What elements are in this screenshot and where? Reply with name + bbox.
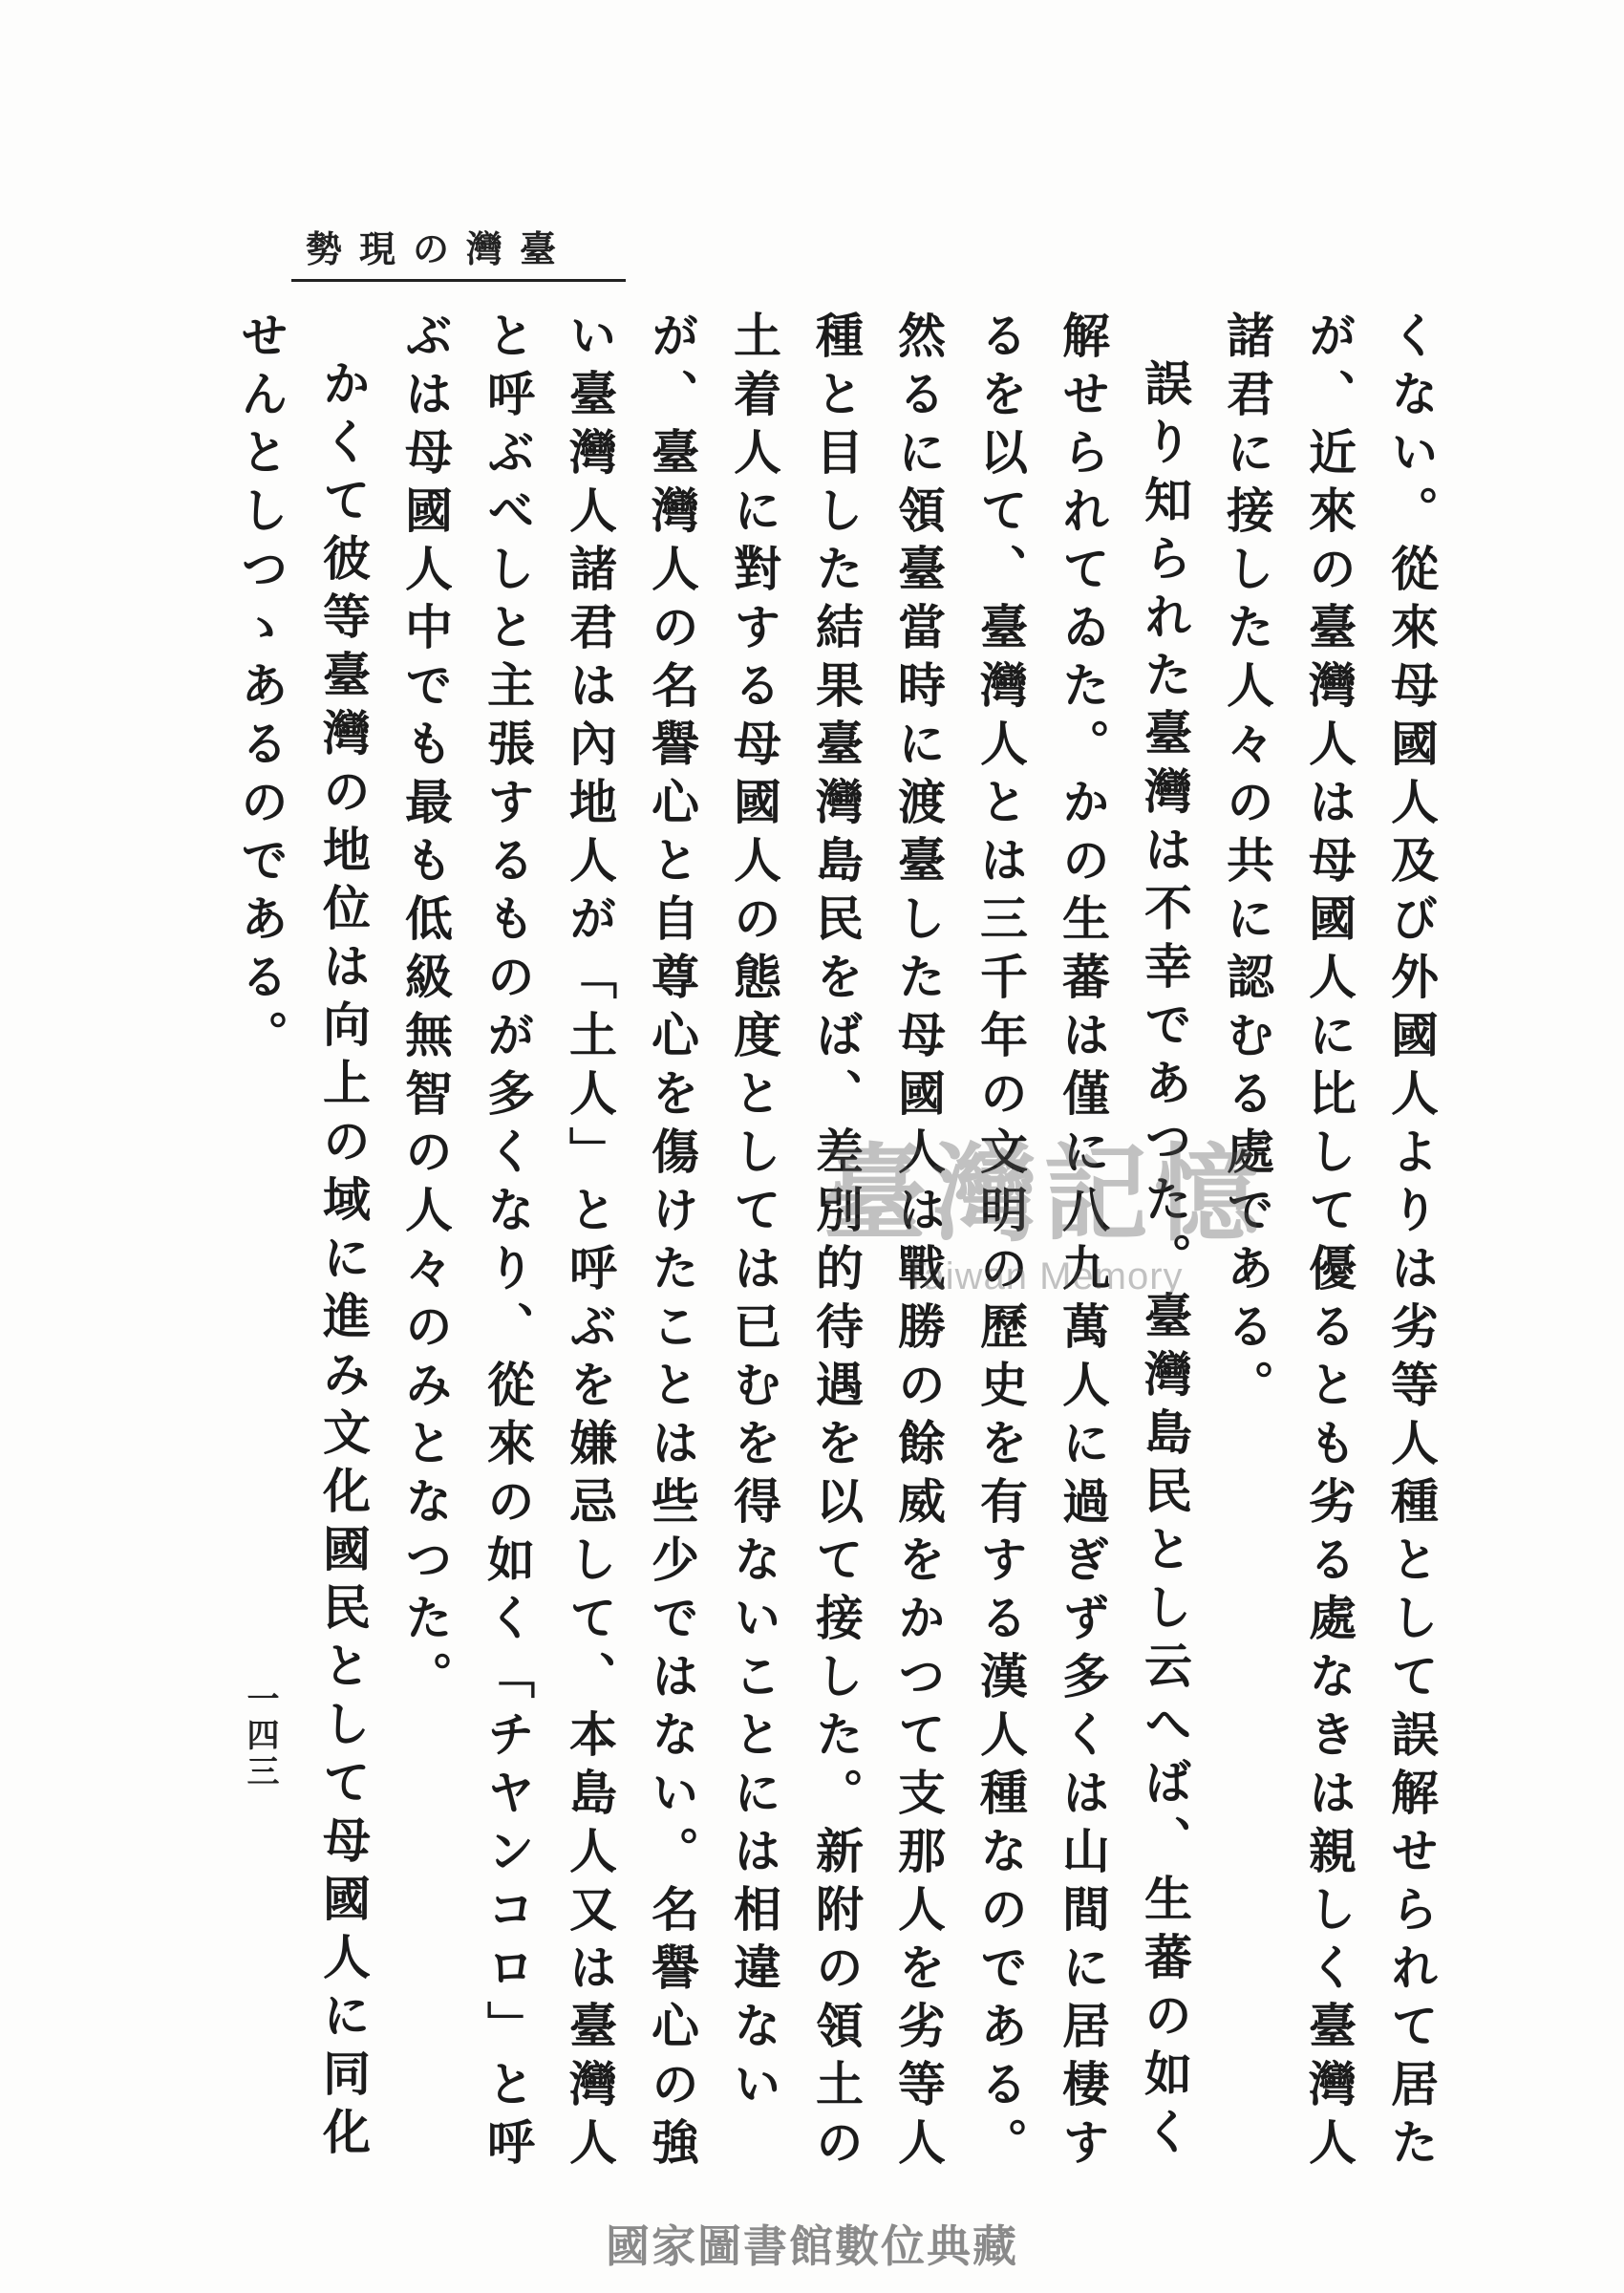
paragraph-3: かくて彼等臺灣の地位は向上の域に進み文化國民として母國人に同化せんとしつゝあるのである。 [233,311,372,2165]
page-number: 一四三 [241,1682,279,1790]
watermark-title: 臺灣記憶 [822,1132,1265,1255]
running-header: 勢現の灣臺 [306,227,574,270]
header-rule [272,279,626,282]
paragraph-2: 誤り知られた臺灣は不幸であつた。臺灣島民とし云へば、生蕃の如く解せられてゐた。かの生蕃は僅に八九萬人に過ぎず多くは山間に居棲するを以て、臺灣人とは三千年の文明の歷史を有する漢人種なのである。然るに領臺當時に渡臺した母國人は戰勝の餘威をかつて支那人を劣等人種と目した結果臺灣島民をば、差別的待遇を以て接した。新附の領土の土着人に對する母國人の態度としては已むを得ないことには相違ないが、臺灣人の名譽心と自尊心を傷けたことは些少ではない。名譽心の強い臺灣人諸君は內地人が「土人」と呼ぶを嫌忌して、本島人又は臺灣人と呼ぶべしと主張するものが多くなり、從來の如く「チヤンコロ」と呼ぶは母國人中でも最も低級無智の人々のみとなつた。 [397,311,1193,2175]
footer-label: 國家圖書館數位典藏 [606,2220,1018,2272]
paragraph-1: くない。從來母國人及び外國人よりは劣等人種として誤解せられて居たが、近來の臺灣人は母國人に比して優るとも劣る處なきは親しく臺灣人諸君に接した人々の共に認むる處である。 [1219,311,1440,2175]
watermark [822,1132,1265,1298]
watermark-subtitle: Taiwan Memory [903,1255,1184,1297]
